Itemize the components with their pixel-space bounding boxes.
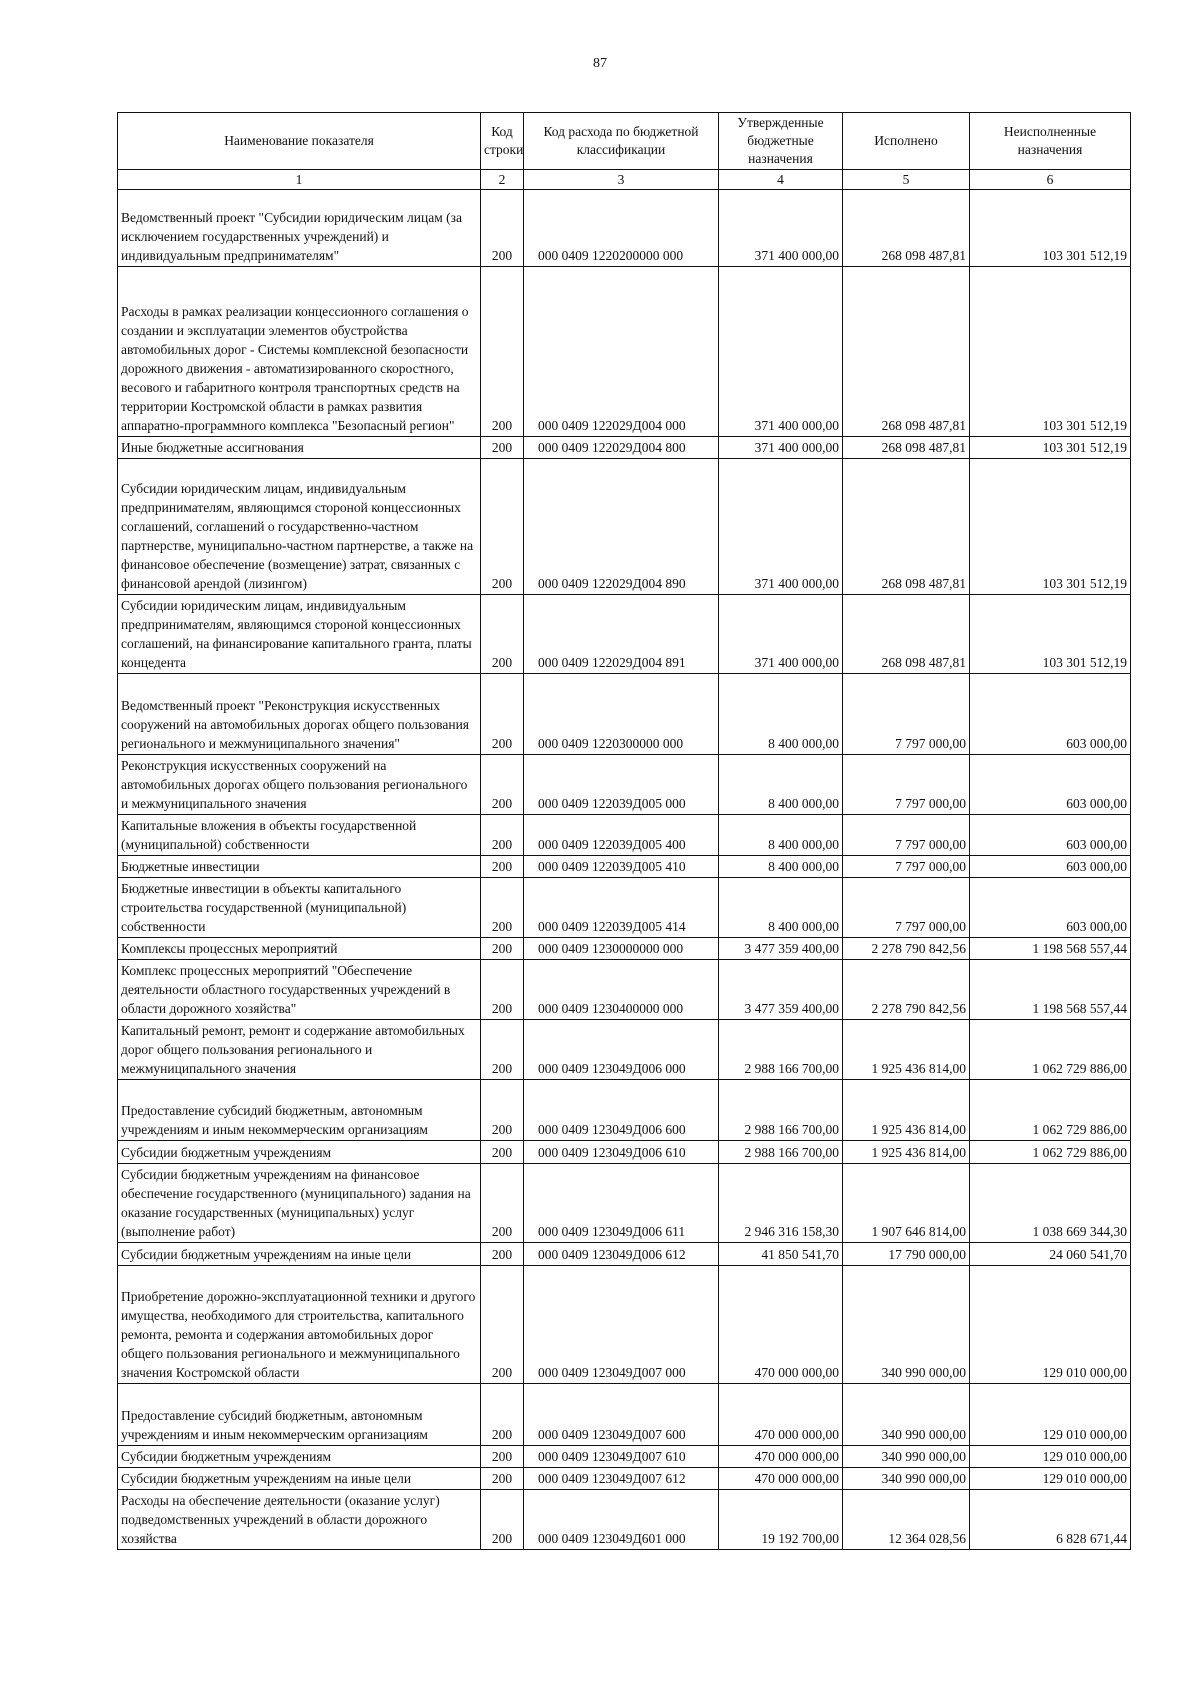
table-row xyxy=(118,1020,1131,1080)
row-unexecuted: 1 062 729 886,00 xyxy=(970,1080,1131,1141)
row-line-code: 200 xyxy=(481,1468,524,1490)
row-approved: 8 400 000,00 xyxy=(719,674,843,755)
row-name: Комплексы процессных мероприятий xyxy=(118,938,481,960)
row-name: Расходы на обеспечение деятельности (оказание услуг) подведомственных учреждений в области дорожного хозяйства xyxy=(118,1490,481,1550)
column-number: 4 xyxy=(719,170,843,190)
table-row xyxy=(118,1468,1131,1490)
row-name: Предоставление субсидий бюджетным, автономным учреждениям и иным некоммерческим организациям xyxy=(118,1080,481,1141)
table-row xyxy=(118,815,1131,856)
row-line-code: 200 xyxy=(481,960,524,1020)
row-approved: 8 400 000,00 xyxy=(719,755,843,815)
row-unexecuted: 603 000,00 xyxy=(970,674,1131,755)
row-executed: 1 925 436 814,00 xyxy=(843,1080,970,1141)
row-unexecuted: 24 060 541,70 xyxy=(970,1243,1131,1266)
budget-execution-table xyxy=(117,112,1131,1550)
row-line-code: 200 xyxy=(481,1243,524,1266)
row-executed: 268 098 487,81 xyxy=(843,190,970,267)
table-row xyxy=(118,674,1131,755)
table-row xyxy=(118,938,1131,960)
row-classification-code: 000 0409 1230400000 000 xyxy=(524,960,719,1020)
row-executed: 2 278 790 842,56 xyxy=(843,938,970,960)
row-unexecuted: 103 301 512,19 xyxy=(970,267,1131,437)
row-approved: 470 000 000,00 xyxy=(719,1384,843,1446)
row-classification-code: 000 0409 1220300000 000 xyxy=(524,674,719,755)
row-classification-code: 000 0409 123049Д006 000 xyxy=(524,1020,719,1080)
row-line-code: 200 xyxy=(481,1266,524,1384)
row-line-code: 200 xyxy=(481,878,524,938)
table-row xyxy=(118,1164,1131,1243)
row-line-code: 200 xyxy=(481,1020,524,1080)
row-name: Капитальные вложения в объекты государственной (муниципальной) собственности xyxy=(118,815,481,856)
row-classification-code: 000 0409 1220200000 000 xyxy=(524,190,719,267)
row-name: Бюджетные инвестиции в объекты капитального строительства государственной (муниципальной) собственности xyxy=(118,878,481,938)
row-line-code: 200 xyxy=(481,674,524,755)
row-classification-code: 000 0409 122039Д005 414 xyxy=(524,878,719,938)
row-unexecuted: 1 198 568 557,44 xyxy=(970,938,1131,960)
row-executed: 1 907 646 814,00 xyxy=(843,1164,970,1243)
row-classification-code: 000 0409 123049Д007 612 xyxy=(524,1468,719,1490)
row-classification-code: 000 0409 123049Д007 600 xyxy=(524,1384,719,1446)
table-row xyxy=(118,595,1131,674)
row-executed: 268 098 487,81 xyxy=(843,459,970,595)
row-line-code: 200 xyxy=(481,1141,524,1164)
row-unexecuted: 1 062 729 886,00 xyxy=(970,1020,1131,1080)
column-number: 5 xyxy=(843,170,970,190)
row-executed: 7 797 000,00 xyxy=(843,878,970,938)
row-approved: 371 400 000,00 xyxy=(719,190,843,267)
table-body xyxy=(118,190,1131,1550)
row-approved: 19 192 700,00 xyxy=(719,1490,843,1550)
row-line-code: 200 xyxy=(481,938,524,960)
row-approved: 371 400 000,00 xyxy=(719,459,843,595)
row-executed: 1 925 436 814,00 xyxy=(843,1141,970,1164)
table-row xyxy=(118,459,1131,595)
row-line-code: 200 xyxy=(481,459,524,595)
row-approved: 2 946 316 158,30 xyxy=(719,1164,843,1243)
row-executed: 7 797 000,00 xyxy=(843,815,970,856)
row-unexecuted: 103 301 512,19 xyxy=(970,437,1131,459)
row-unexecuted: 103 301 512,19 xyxy=(970,190,1131,267)
row-approved: 470 000 000,00 xyxy=(719,1446,843,1468)
column-number: 6 xyxy=(970,170,1131,190)
row-executed: 7 797 000,00 xyxy=(843,755,970,815)
row-line-code: 200 xyxy=(481,1164,524,1243)
row-executed: 268 098 487,81 xyxy=(843,595,970,674)
row-line-code: 200 xyxy=(481,267,524,437)
row-name: Расходы в рамках реализации концессионного соглашения о создании и эксплуатации элементов обустройства автомобильных дорог - Системы комплексной безопасности дорожного движения - автоматизированного скоростного, весового и габаритного контроля транспортных средств на территории Костромской области в рамках развития аппаратно-программного комплекса "Безопасный регион" xyxy=(118,267,481,437)
table-row xyxy=(118,1446,1131,1468)
row-line-code: 200 xyxy=(481,755,524,815)
row-unexecuted: 129 010 000,00 xyxy=(970,1266,1131,1384)
row-executed: 1 925 436 814,00 xyxy=(843,1020,970,1080)
row-name: Комплекс процессных мероприятий "Обеспечение деятельности областного государственных учреждений в области дорожного хозяйства" xyxy=(118,960,481,1020)
row-classification-code: 000 0409 123049Д006 611 xyxy=(524,1164,719,1243)
column-number-row xyxy=(118,170,1131,190)
table-row xyxy=(118,1243,1131,1266)
row-unexecuted: 103 301 512,19 xyxy=(970,459,1131,595)
row-unexecuted: 1 038 669 344,30 xyxy=(970,1164,1131,1243)
row-line-code: 200 xyxy=(481,815,524,856)
row-classification-code: 000 0409 123049Д006 612 xyxy=(524,1243,719,1266)
row-classification-code: 000 0409 123049Д007 000 xyxy=(524,1266,719,1384)
row-approved: 8 400 000,00 xyxy=(719,856,843,878)
row-unexecuted: 603 000,00 xyxy=(970,856,1131,878)
row-executed: 340 990 000,00 xyxy=(843,1384,970,1446)
row-name: Иные бюджетные ассигнования xyxy=(118,437,481,459)
row-name: Субсидии юридическим лицам, индивидуальным предпринимателям, являющимся стороной концессионных соглашений, соглашений о государственно-частном партнерстве, муниципально-частном партнерстве, а также на финансовое обеспечение (возмещение) затрат, связанных с финансовой арендой (лизингом) xyxy=(118,459,481,595)
table-row xyxy=(118,856,1131,878)
row-executed: 7 797 000,00 xyxy=(843,674,970,755)
row-approved: 41 850 541,70 xyxy=(719,1243,843,1266)
row-approved: 3 477 359 400,00 xyxy=(719,960,843,1020)
row-approved: 371 400 000,00 xyxy=(719,267,843,437)
row-unexecuted: 103 301 512,19 xyxy=(970,595,1131,674)
row-name: Субсидии бюджетным учреждениям xyxy=(118,1141,481,1164)
row-line-code: 200 xyxy=(481,1446,524,1468)
row-line-code: 200 xyxy=(481,437,524,459)
row-approved: 2 988 166 700,00 xyxy=(719,1080,843,1141)
row-classification-code: 000 0409 1230000000 000 xyxy=(524,938,719,960)
table-row xyxy=(118,1384,1131,1446)
row-name: Реконструкция искусственных сооружений на автомобильных дорогах общего пользования регионального и межмуниципального значения xyxy=(118,755,481,815)
row-name: Субсидии бюджетным учреждениям xyxy=(118,1446,481,1468)
table-row xyxy=(118,190,1131,267)
row-unexecuted: 1 198 568 557,44 xyxy=(970,960,1131,1020)
table-row xyxy=(118,267,1131,437)
row-executed: 340 990 000,00 xyxy=(843,1468,970,1490)
row-name: Ведомственный проект "Реконструкция искусственных сооружений на автомобильных дорогах общего пользования регионального и межмуниципального значения" xyxy=(118,674,481,755)
table-row xyxy=(118,878,1131,938)
row-line-code: 200 xyxy=(481,595,524,674)
row-unexecuted: 603 000,00 xyxy=(970,815,1131,856)
row-classification-code: 000 0409 123049Д007 610 xyxy=(524,1446,719,1468)
row-executed: 268 098 487,81 xyxy=(843,267,970,437)
row-classification-code: 000 0409 123049Д601 000 xyxy=(524,1490,719,1550)
header-row xyxy=(118,113,1131,170)
row-name: Субсидии бюджетным учреждениям на иные цели xyxy=(118,1468,481,1490)
header-classification-code: Код расхода по бюджетной классификации xyxy=(524,113,719,170)
row-classification-code: 000 0409 122039Д005 410 xyxy=(524,856,719,878)
column-number: 2 xyxy=(481,170,524,190)
table-row xyxy=(118,1080,1131,1141)
row-executed: 340 990 000,00 xyxy=(843,1446,970,1468)
row-name: Субсидии юридическим лицам, индивидуальным предпринимателям, являющимся стороной концессионных соглашений, на финансирование капитального гранта, платы концедента xyxy=(118,595,481,674)
table-row xyxy=(118,1490,1131,1550)
row-approved: 2 988 166 700,00 xyxy=(719,1141,843,1164)
row-executed: 12 364 028,56 xyxy=(843,1490,970,1550)
row-approved: 3 477 359 400,00 xyxy=(719,938,843,960)
row-line-code: 200 xyxy=(481,1490,524,1550)
row-unexecuted: 6 828 671,44 xyxy=(970,1490,1131,1550)
row-unexecuted: 129 010 000,00 xyxy=(970,1446,1131,1468)
row-approved: 8 400 000,00 xyxy=(719,815,843,856)
row-classification-code: 000 0409 123049Д006 610 xyxy=(524,1141,719,1164)
row-approved: 8 400 000,00 xyxy=(719,878,843,938)
row-line-code: 200 xyxy=(481,1080,524,1141)
header-indicator-name: Наименование показателя xyxy=(118,113,481,170)
row-approved: 371 400 000,00 xyxy=(719,437,843,459)
row-unexecuted: 129 010 000,00 xyxy=(970,1384,1131,1446)
row-name: Приобретение дорожно-эксплуатационной техники и другого имущества, необходимого для строительства, капитального ремонта, ремонта и содержания автомобильных дорог общего пользования регионального и межмуниципального значения Костромской области xyxy=(118,1266,481,1384)
row-unexecuted: 603 000,00 xyxy=(970,755,1131,815)
header-line-code: Код строки xyxy=(481,113,524,170)
table-row xyxy=(118,755,1131,815)
row-executed: 7 797 000,00 xyxy=(843,856,970,878)
column-number: 3 xyxy=(524,170,719,190)
header-unexecuted: Неисполненные назначения xyxy=(970,113,1131,170)
row-unexecuted: 1 062 729 886,00 xyxy=(970,1141,1131,1164)
row-name: Бюджетные инвестиции xyxy=(118,856,481,878)
column-number: 1 xyxy=(118,170,481,190)
row-name: Субсидии бюджетным учреждениям на финансовое обеспечение государственного (муниципального) задания на оказание государственных (муниципальных) услуг (выполнение работ) xyxy=(118,1164,481,1243)
row-executed: 340 990 000,00 xyxy=(843,1266,970,1384)
header-approved: Утвержденные бюджетные назначения xyxy=(719,113,843,170)
row-executed: 2 278 790 842,56 xyxy=(843,960,970,1020)
row-line-code: 200 xyxy=(481,190,524,267)
row-classification-code: 000 0409 122029Д004 800 xyxy=(524,437,719,459)
row-classification-code: 000 0409 122029Д004 890 xyxy=(524,459,719,595)
table-row xyxy=(118,1141,1131,1164)
row-executed: 268 098 487,81 xyxy=(843,437,970,459)
row-classification-code: 000 0409 122029Д004 891 xyxy=(524,595,719,674)
row-classification-code: 000 0409 122029Д004 000 xyxy=(524,267,719,437)
table-row xyxy=(118,1266,1131,1384)
table-row xyxy=(118,437,1131,459)
row-name: Предоставление субсидий бюджетным, автономным учреждениям и иным некоммерческим организациям xyxy=(118,1384,481,1446)
row-approved: 470 000 000,00 xyxy=(719,1266,843,1384)
row-name: Капитальный ремонт, ремонт и содержание автомобильных дорог общего пользования регионального и межмуниципального значения xyxy=(118,1020,481,1080)
row-approved: 470 000 000,00 xyxy=(719,1468,843,1490)
row-name: Ведомственный проект "Субсидии юридическим лицам (за исключением государственных учреждений) и индивидуальным предпринимателям" xyxy=(118,190,481,267)
row-line-code: 200 xyxy=(481,856,524,878)
row-classification-code: 000 0409 123049Д006 600 xyxy=(524,1080,719,1141)
row-unexecuted: 603 000,00 xyxy=(970,878,1131,938)
header-executed: Исполнено xyxy=(843,113,970,170)
row-unexecuted: 129 010 000,00 xyxy=(970,1468,1131,1490)
row-approved: 2 988 166 700,00 xyxy=(719,1020,843,1080)
row-name: Субсидии бюджетным учреждениям на иные цели xyxy=(118,1243,481,1266)
row-classification-code: 000 0409 122039Д005 000 xyxy=(524,755,719,815)
row-approved: 371 400 000,00 xyxy=(719,595,843,674)
row-line-code: 200 xyxy=(481,1384,524,1446)
table-row xyxy=(118,960,1131,1020)
row-executed: 17 790 000,00 xyxy=(843,1243,970,1266)
row-classification-code: 000 0409 122039Д005 400 xyxy=(524,815,719,856)
page-number: 87 xyxy=(593,56,607,71)
